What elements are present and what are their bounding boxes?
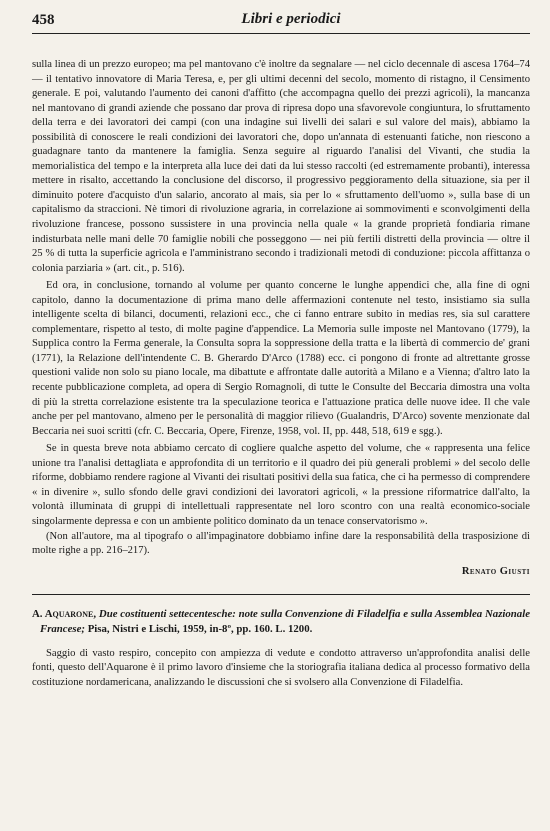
review-paragraph-1: sulla linea di un prezzo europeo; ma pel mantovano c'è inoltre da segnalare — nel ciclo decennale di ascesa 1764–74 — il tentativo innovatore di Maria Teresa, e, per gli ultimi decenni del secolo, momento di ristagno, il Censimento generale. E poi, valutando l'aumento dei canoni d'affitto (che accompagna quello dei prezzi agricoli), la mancanza nel mantovano di grandi aziende che possano dar prova di ripresa dopo una sfavorevole congiuntura, lo sfruttamento della terra e dei lavoratori dei campi (con una indagine sui livelli dei salari e sul valore del mais), abbiamo la possibilità di conoscere le reali condizioni dei lavoratori che, dopo un'annata di estenuanti fatiche, non riescono a guadagnare tanto da mantenere la famiglia. Senza seguire al riguardo l'analisi del Vivanti, che studia la memorialistica del tempo e la interpreta alla luce dei dati da lui stesso raccolti (ed estremamente probanti), interessa mettere in risalto, accettando la conclusione del discorso, il progressivo peggioramento della situazione, sia per il diminuito potere d'acquisto d'un salario, ancorato al mais, sia per lo « sfruttamento dell'uomo », sulla base di un capitalismo da straccioni. Nè timori di rivoluzione agraria, in correlazione ai sommovimenti e sconvolgimenti della rivoluzione francese, possono sussistere in una provincia nella quale « la grande proprietà fondiaria rimane indisturbata nelle mani delle 70 famiglie nobili che posseggono — nei più fertili distretti della provincia — oltre il 25 % di tutta la superficie agricola e l'amministrano secondo i tradizionali metodi di conduzione: piccola affittanza o colonia parziaria » (art. cit., p. 516). bbox=[32, 59, 530, 274]
running-title: Libri e periodici bbox=[241, 11, 341, 27]
reviewer-signature: Renato Giusti bbox=[461, 565, 530, 577]
section-divider bbox=[32, 594, 530, 595]
review-paragraph-2: Ed ora, in conclusione, tornando al volume per quanto concerne le lunghe appendici che, alla fine di ogni capitolo, danno la documentazione di prima mano delle affermazioni contenute nel testo, insistiamo sia sulla intelligente scelta di bilanci, documenti, relazioni ecc., che ci fanno entrare subito in medias res, sia sul carattere complementare, rispetto al testo, di molte pagine d'appendice. La Memoria sulle imposte nel Mantovano (1779), la Supplica contro la Ferma generale, la Consulta sopra la soppressione della tratta e la libertà di commercio de' grani (1771), la Relazione dell'intendente C. B. Gherardo D'Arco (1788) ecc. ci pongono di fronte ad altrettante grosse questioni valide non solo su piano locale, ma dibattute e affrontate dalle autorità a Milano e a Vienna; d'altro lato la recente pubblicazione completa, ad opera di Sergio Romagnoli, di tutte le Consulte del Beccaria dimostra una volta di più la stretta correlazione esistente tra la speculazione teorica e l'attuazione pratica delle nuove idee. Il che vale anche per pel mantovano, almeno per le personalità di maggior rilievo (Gualandris, D'Arco) sovente menzionate dal Beccaria nei suoi scritti (cfr. C. Beccaria, Opere, Firenze, 1958, vol. II, pp. 448, 518, 619 e sgg.). bbox=[32, 280, 530, 437]
review-paragraph-4: (Non all'autore, ma al tipografo o all'impaginatore dobbiamo infine dare la responsabilità della trasposizione di molte righe a pp. 216–217). bbox=[32, 530, 530, 557]
page-number: 458 bbox=[32, 12, 55, 28]
review-paragraph-3: Se in questa breve nota abbiamo cercato di cogliere qualche aspetto del volume, che « rappresenta una felice unione tra l'analisi dettagliata e approfondita di un territorio e il quadro dei più generali problemi » del secolo delle riforme, dobbiamo rendere ragione al Vivanti dei risultati positivi della sua fatica, che ci ha permesso di comprendere « in divenire », sullo sfondo delle gravi condizioni dei lavoratori agricoli, « la pressione riformatrice dall'alto, la volontà illuminata di gruppi di intellettuali rappresentate nel loro scontro con una realtà economico-sociale singolarmente depressa e con un ambiente politico dominato da un tenace conservatorismo ». bbox=[32, 443, 530, 527]
book-citation bbox=[32, 607, 530, 637]
citation-title: Due costituenti settecentesche: note sulla Convenzione di Filadelfia e sulla Assemblea Nazionale Francese; bbox=[40, 607, 530, 635]
header-rule bbox=[32, 33, 530, 34]
review2-paragraph: Saggio di vasto respiro, concepito con ampiezza di vedute e condotto attraverso un'approfondita analisi delle fonti, questo dell'Aquarone è il primo lavoro d'insieme che la storiografia italiana dedica al processo formativo della costituzione nordamericana, analizzando le discussioni che si svolsero alla Convenzione di Filadelfia. bbox=[32, 647, 530, 688]
citation-author: A. Aquarone, bbox=[32, 607, 97, 620]
review-body bbox=[32, 32, 530, 690]
page-header bbox=[32, 0, 530, 32]
citation-details: Pisa, Nistri e Lischi, 1959, in-8º, pp. 160. L. 1200. bbox=[87, 622, 313, 635]
